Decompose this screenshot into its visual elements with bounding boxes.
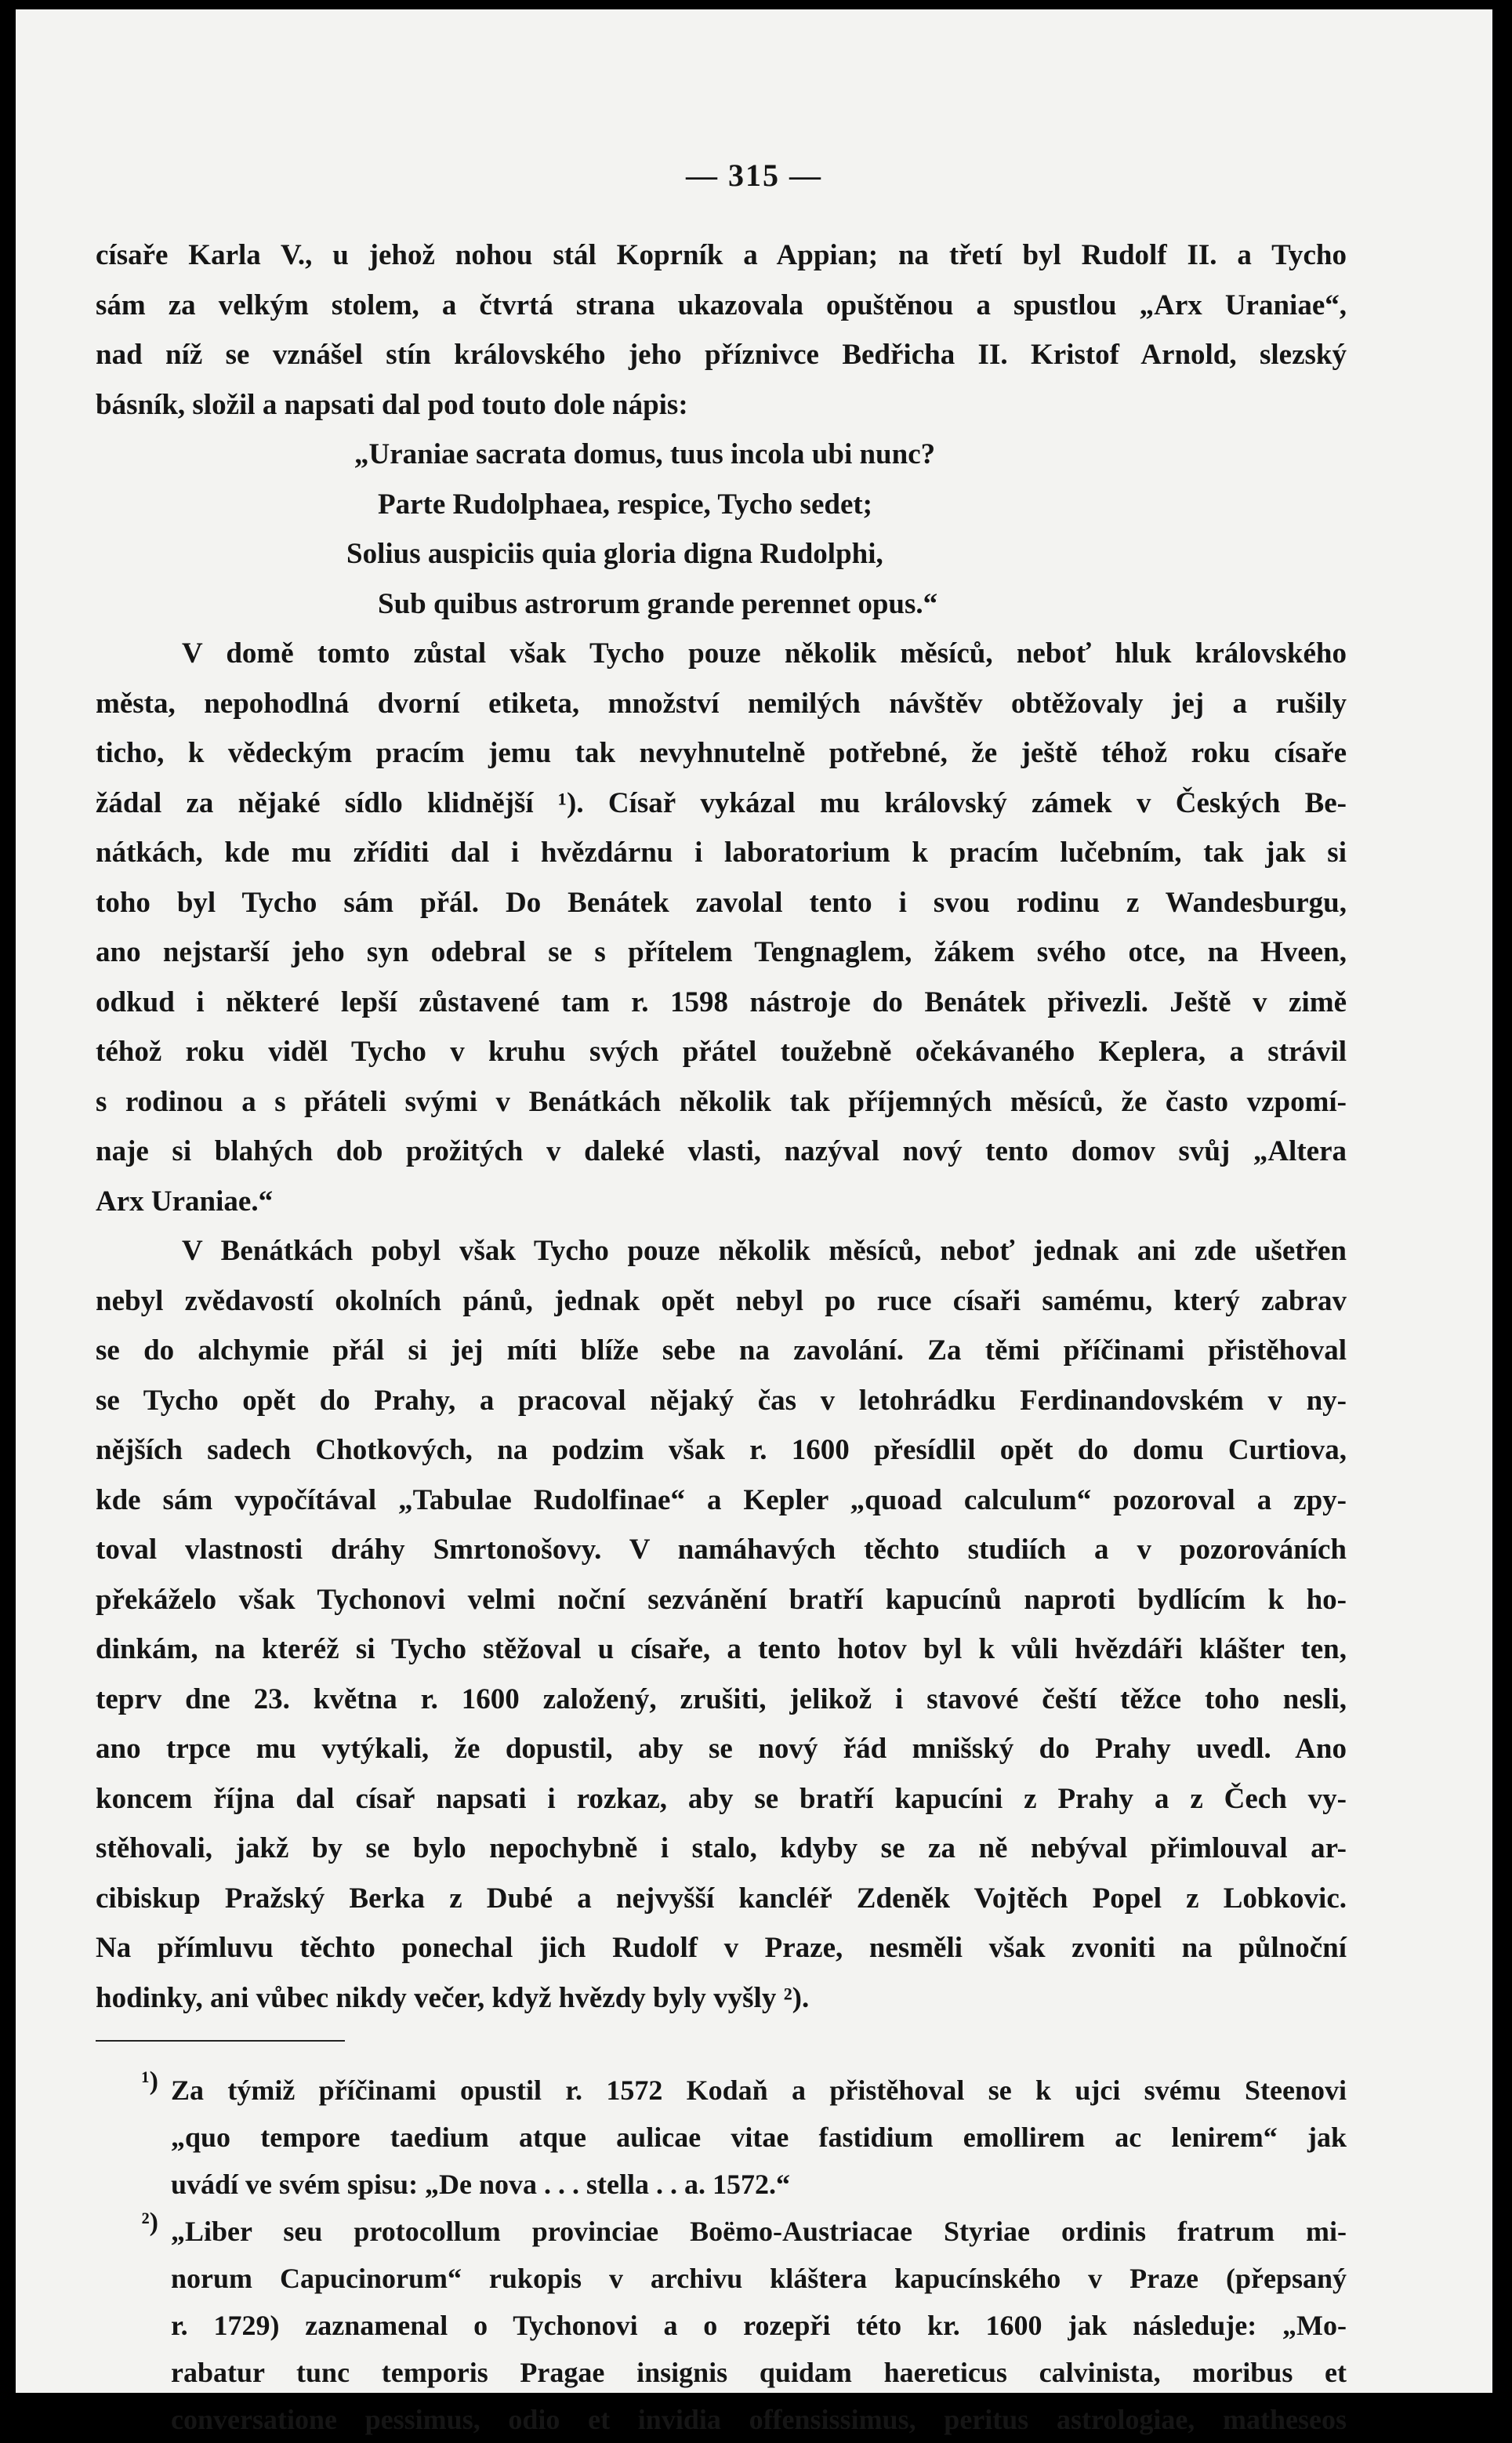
text-line: nějších sadech Chotkových, na podzim však r. 1600 přesídlil opět do domu Curtiova, [96,1434,1347,1466]
footnote-line: Za týmiž příčinami opustil r. 1572 Kodaň a přistěhoval se k ujci svému Steenovi [171,2075,1347,2106]
footnote-line: norum Capucinorum“ rukopis v archivu kláštera kapucínského v Praze (přepsaný [171,2263,1347,2294]
text-line: koncem října dal císař napsati i rozkaz, aby se bratří kapucíni z Prahy a z Čech vy- [96,1782,1347,1815]
text-line: překáželo však Tychonovi velmi noční sezvánění bratří kapucínů naproti bydlícím k ho- [96,1583,1347,1616]
text-line: teprv dne 23. května r. 1600 založený, zrušiti, jelikož i stavové čeští těžce toho nesli, [96,1683,1347,1715]
text-line: s rodinou a s přáteli svými v Benátkách několik tak příjemných měsíců, že často vzpomí- [96,1085,1347,1118]
verse-line: Solius auspiciis quia gloria digna Rudolphi, [346,538,883,570]
text-line: ano trpce mu vytýkali, že dopustil, aby se nový řád mnišský do Prahy uvedl. Ano [96,1733,1347,1765]
footnote-line: rabatur tunc temporis Pragae insignis quidam haereticus calvinista, moribus et [171,2357,1347,2388]
text-line: nebyl zvědavostí okolních pánů, jednak opět nebyl po ruce císaři samému, který zabrav [96,1284,1347,1317]
text-line: kde sám vypočítával „Tabulae Rudolfinae“ a Kepler „quoad calculum“ pozoroval a zpy- [96,1483,1347,1516]
text-line: hodinky, ani vůbec nikdy večer, když hvězdy byly vyšly ²). [96,1981,810,2014]
text-line: ano nejstarší jeho syn odebral se s přítelem Tengnaglem, žákem svého otce, na Hveen, [96,936,1347,968]
footnote-1 [96,2067,1347,2208]
text-line: stěhovali, jakž by se bylo nepochybně i stalo, kdyby se za ně nebýval přimlouval ar- [96,1832,1347,1864]
footnote-line: r. 1729) zaznamenal o Tychonovi a o rozepři této kr. 1600 jak následuje: „Mo- [171,2310,1347,2341]
footnote-line: „quo tempore taedium atque aulicae vitae fastidium emollirem ac lenirem“ jak [171,2122,1347,2153]
text-line: toho byl Tycho sám přál. Do Benátek zavolal tento i svou rodinu z Wandesburgu, [96,886,1347,919]
text-line: sám za velkým stolem, a čtvrtá strana ukazovala opuštěnou a spustlou „Arx Uraniae“, [96,289,1347,321]
footnotes [96,2067,1347,2443]
footnote-line: uvádí ve svém spisu: „De nova . . . stella . . a. 1572.“ [171,2169,791,2200]
text-line: Na přímluvu těchto ponechal jich Rudolf v Praze, nesměli však zvoniti na půlnoční [96,1932,1347,1964]
scanned-page [16,9,1492,2435]
text-line: básník, složil a napsati dal pod touto dole nápis: [96,388,688,421]
paragraph-1 [96,231,1347,430]
footnote-marker: ¹) [141,2067,158,2096]
text-line: dinkám, na kteréž si Tycho stěžoval u císaře, a tento hotov byl k vůli hvězdáři klášter ten, [96,1633,1347,1665]
text-line: toval vlastnosti dráhy Smrtonošovy. V namáhavých těchto studiích a v pozorováních [96,1534,1347,1566]
text-line: se Tycho opět do Prahy, a pracoval nějaký čas v letohrádku Ferdinandovském v ny- [96,1384,1347,1417]
text-line: V Benátkách pobyl však Tycho pouze několik měsíců, neboť jednak ani zde ušetřen [182,1235,1347,1267]
text-line: Arx Uraniae.“ [96,1185,274,1218]
verse-line: Parte Rudolphaea, respice, Tycho sedet; [378,488,873,521]
footnote-line: conversatione pessimus, odio et invidia offensissimus, peritus astrologiae, matheseos [171,2404,1347,2435]
footnote-line: „Liber seu protocollum provinciae Boëmo-Austriacae Styriae ordinis fratrum mi- [171,2216,1347,2247]
text-line: ticho, k vědeckým pracím jemu tak nevyhnutelně potřebné, že ještě téhož roku císaře [96,737,1347,769]
text-line: cibiskup Pražský Berka z Dubé a nejvyšší kancléř Zdeněk Vojtěch Popel z Lobkovic. [96,1882,1347,1915]
verse-line: Sub quibus astrorum grande perennet opus.“ [378,587,938,620]
text-line: odkud i některé lepší zůstavené tam r. 1598 nástroje do Benátek přivezli. Ještě v zimě [96,986,1347,1018]
verse-line: „Uraniae sacrata domus, tuus incola ubi nunc? [354,438,936,470]
text-line: se do alchymie přál si jej míti blíže sebe na zavolání. Za těmi příčinami přistěhoval [96,1334,1347,1367]
text-line: města, nepohodlná dvorní etiketa, množství nemilých návštěv obtěžovaly jej a rušily [96,687,1347,720]
text-line: nad níž se vznášel stín královského jeho příznivce Bedřicha II. Kristof Arnold, slezský [96,339,1347,371]
text-line: téhož roku viděl Tycho v kruhu svých přátel toužebně očekávaného Keplera, a strávil [96,1036,1347,1068]
footnote-marker: ²) [141,2208,158,2237]
footnote-divider [96,2040,345,2042]
paragraph-3 [96,1226,1347,2023]
main-text [96,231,1347,2443]
verse-inscription [96,430,1347,629]
text-line: žádal za nějaké sídlo klidnější ¹). Císař vykázal mu královský zámek v Českých Be- [96,786,1347,819]
text-line: V domě tomto zůstal však Tycho pouze několik měsíců, neboť hluk královského [182,637,1347,670]
text-line: císaře Karla V., u jehož nohou stál Koprník a Appian; na třetí byl Rudolf II. a Tycho [96,239,1347,271]
text-line: nátkách, kde mu zříditi dal i hvězdárnu i laboratorium k pracím lučebním, tak jak si [96,837,1347,869]
text-line: naje si blahých dob prožitých v daleké vlasti, nazýval nový tento domov svůj „Altera [96,1135,1347,1167]
footnote-2 [96,2208,1347,2443]
page-number: — 315 — [686,158,822,193]
paragraph-2 [96,629,1347,1226]
